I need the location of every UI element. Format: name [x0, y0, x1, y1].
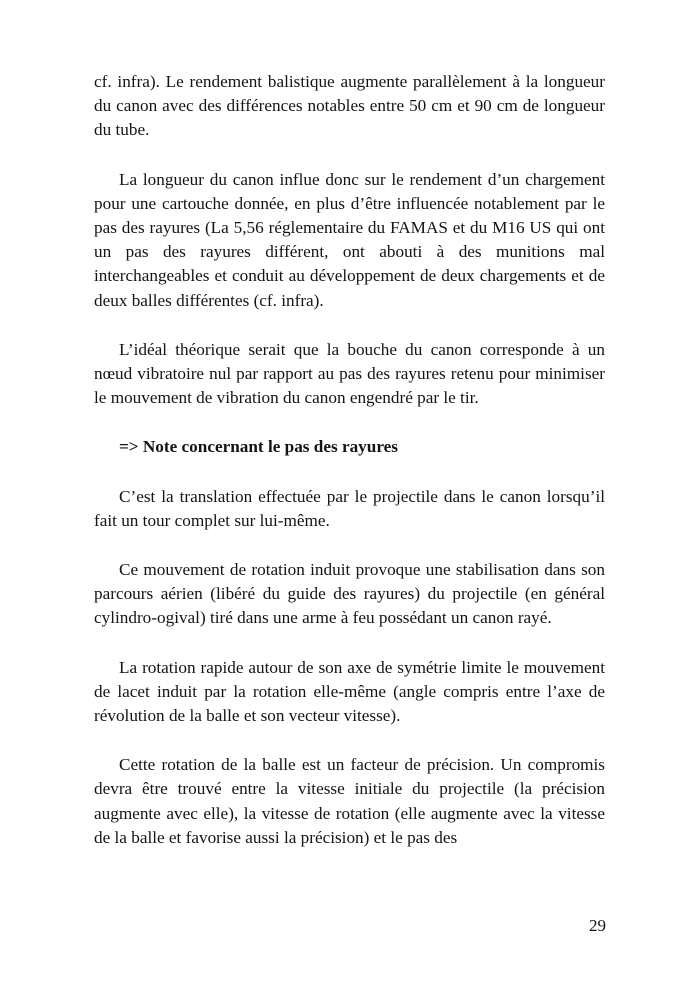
paragraph-rotation-rapide: La rotation rapide autour de son axe de symétrie limite le mouvement de lacet induit par la rotation elle-même (angle compris entre l’axe de révolution de la balle et son vecteur vitesse). — [94, 657, 605, 726]
paragraph-translation: C’est la translation effectuée par le projectile dans le canon lorsqu’il fait un tour complet sur lui-même. — [94, 486, 605, 530]
paragraph-mouvement-rotation: Ce mouvement de rotation induit provoque une stabilisation dans son parcours aérien (libéré du guide des rayures) du projectile (en général cylindro-ogival) tiré dans une arme à feu possédant un canon rayé. — [94, 560, 605, 628]
body-text — [94, 70, 605, 875]
paragraph-ideal-theorique: L’idéal théorique serait que la bouche du canon corresponde à un nœud vibratoire nul par rapport au pas des rayures retenu pour minimiser le mouvement de vibration du canon engendré par le tir. — [94, 339, 605, 408]
paragraph-longueur-canon: La longueur du canon influe donc sur le rendement d’un chargement pour une cartouche donnée, en plus d’être influencée notablement par le pas des rayures (La 5,56 réglementaire du FAMAS et du M16 US qui ont un pas des rayures différent, ont abouti à des munitions mal interchangeables et conduit au développement de deux chargements et de deux balles différentes (cf. infra). — [94, 169, 605, 310]
section-heading-pas-des-rayures: => Note concernant le pas des rayures — [119, 437, 398, 457]
paragraph-rendement-balistique: cf. infra). Le rendement balistique augmente parallèlement à la longueur du canon avec des différences notables entre 50 cm et 90 cm de longueur du tube. — [94, 72, 605, 140]
paragraph-facteur-precision: Cette rotation de la balle est un facteur de précision. Un compromis devra être trouvé entre la vitesse initiale du projectile (la précision augmente avec elle), la vitesse de rotation (elle augmente avec la vitesse de la balle et favorise aussi la précision) et le pas des — [94, 755, 605, 847]
page-number: 29 — [589, 916, 606, 935]
